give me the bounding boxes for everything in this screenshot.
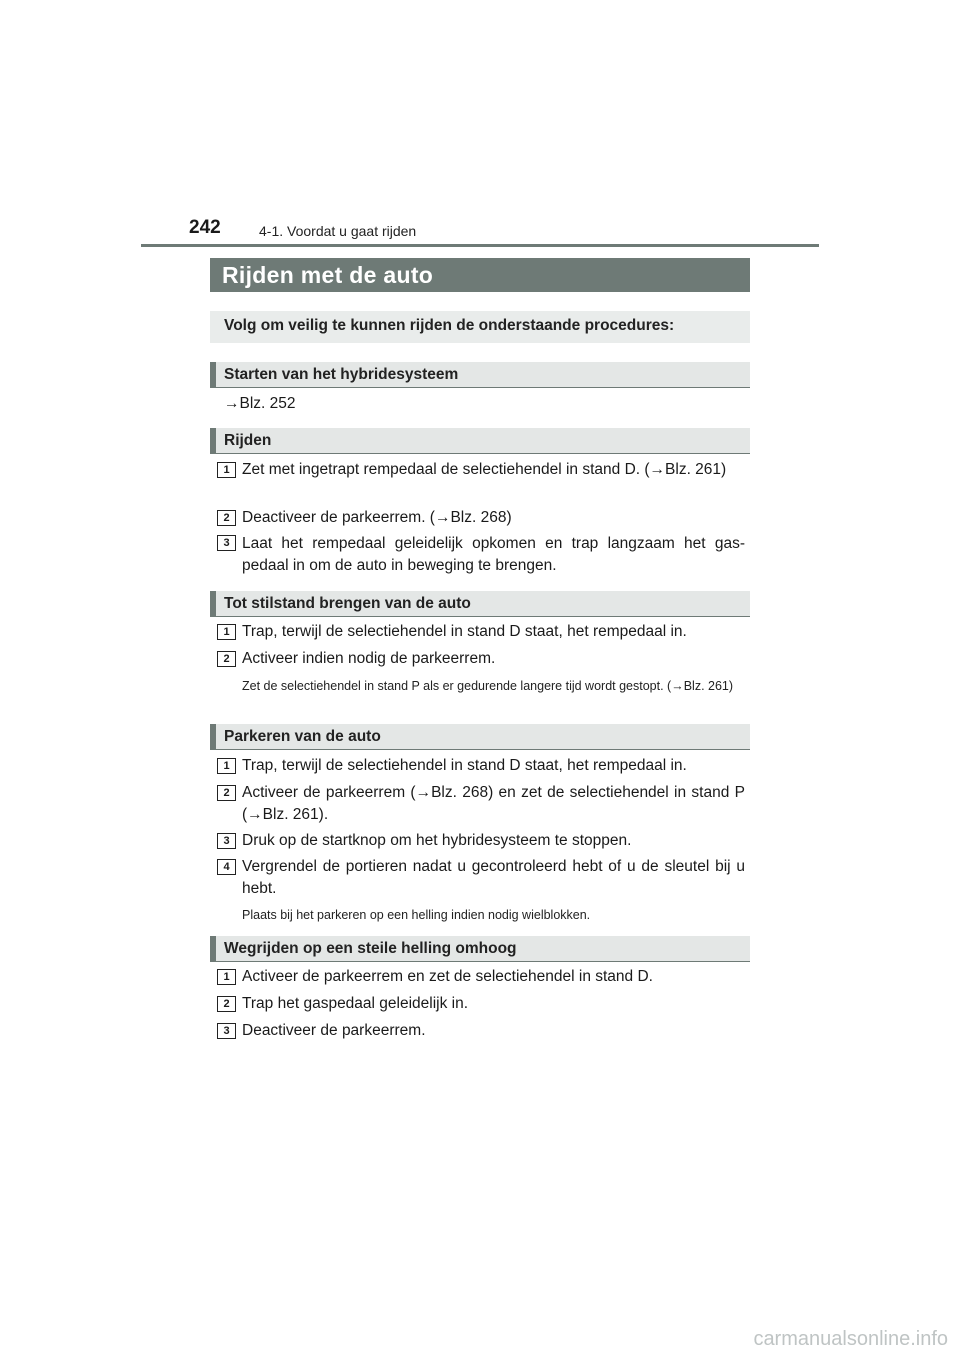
intro-text: Volg om veilig te kunnen rijden de onderstaande procedures: — [224, 317, 675, 334]
subhead-start-label: Starten van het hybridesysteem — [224, 366, 459, 383]
parking-step-4: Vergrendel de portieren nadat u gecontroleerd hebt of u de sleutel bij u hebt. — [242, 858, 745, 897]
start-ref: →Blz. 252 — [224, 395, 296, 412]
step-number-box: 4 — [217, 859, 236, 875]
subhead-stopping — [210, 591, 750, 617]
watermark: carmanualsonline.info — [753, 1328, 948, 1350]
uphill-step-3: Deactiveer de parkeerrem. — [242, 1022, 426, 1039]
step-number-box: 3 — [217, 535, 236, 551]
step-number-box: 1 — [217, 462, 236, 478]
subhead-start — [210, 362, 750, 388]
driving-step-2: Deactiveer de parkeerrem. (→Blz. 268) — [242, 509, 512, 526]
subhead-driving — [210, 428, 750, 454]
step-number-box: 2 — [217, 651, 236, 667]
step-number-box: 1 — [217, 969, 236, 985]
stopping-note: Zet de selectiehendel in stand P als er gedurende langere tijd wordt gestopt. (→Blz. 261) — [242, 679, 734, 693]
subhead-driving-label: Rijden — [224, 432, 272, 449]
title-bar — [210, 258, 750, 292]
step-number-box: 3 — [217, 833, 236, 849]
subhead-parking — [210, 724, 750, 750]
parking-step-1: Trap, terwijl de selectiehendel in stand D staat, het rempedaal in. — [242, 757, 687, 774]
parking-note: Plaats bij het parkeren op een helling indien nodig wielblokken. — [242, 908, 591, 922]
intro-box — [210, 311, 750, 343]
driving-step-3: Laat het rempedaal geleidelijk opkomen en trap langzaam het gas-pedaal in om de auto in beweging te brengen. — [242, 535, 745, 574]
subhead-uphill-label: Wegrijden op een steile helling omhoog — [224, 940, 517, 957]
uphill-step-2: Trap het gaspedaal geleidelijk in. — [242, 995, 469, 1012]
parking-step-2: Activeer de parkeerrem (→Blz. 268) en zet de selectiehendel in stand P (→Blz. 261). — [242, 784, 745, 823]
subhead-stopping-label: Tot stilstand brengen van de auto — [224, 595, 471, 612]
step-number-box: 2 — [217, 510, 236, 526]
step-number-box: 2 — [217, 996, 236, 1012]
page-number: 242 — [189, 217, 221, 238]
subhead-uphill — [210, 936, 750, 962]
uphill-step-1: Activeer de parkeerrem en zet de selectiehendel in stand D. — [242, 968, 653, 985]
step-number-box: 3 — [217, 1023, 236, 1039]
step-number-box: 2 — [217, 785, 236, 801]
step-number-box: 1 — [217, 624, 236, 640]
step-number-box: 1 — [217, 758, 236, 774]
stopping-step-1: Trap, terwijl de selectiehendel in stand D staat, het rempedaal in. — [242, 623, 687, 640]
parking-step-3: Druk op de startknop om het hybridesysteem te stoppen. — [242, 832, 632, 849]
stopping-step-2: Activeer indien nodig de parkeerrem. — [242, 650, 496, 667]
subhead-parking-label: Parkeren van de auto — [224, 728, 381, 745]
section-label: 4-1. Voordat u gaat rijden — [259, 223, 417, 239]
page-header — [141, 214, 819, 247]
page-title: Rijden met de auto — [222, 262, 434, 288]
driving-step-1: Zet met ingetrapt rempedaal de selectiehendel in stand D. (→Blz. 261) — [242, 461, 727, 478]
